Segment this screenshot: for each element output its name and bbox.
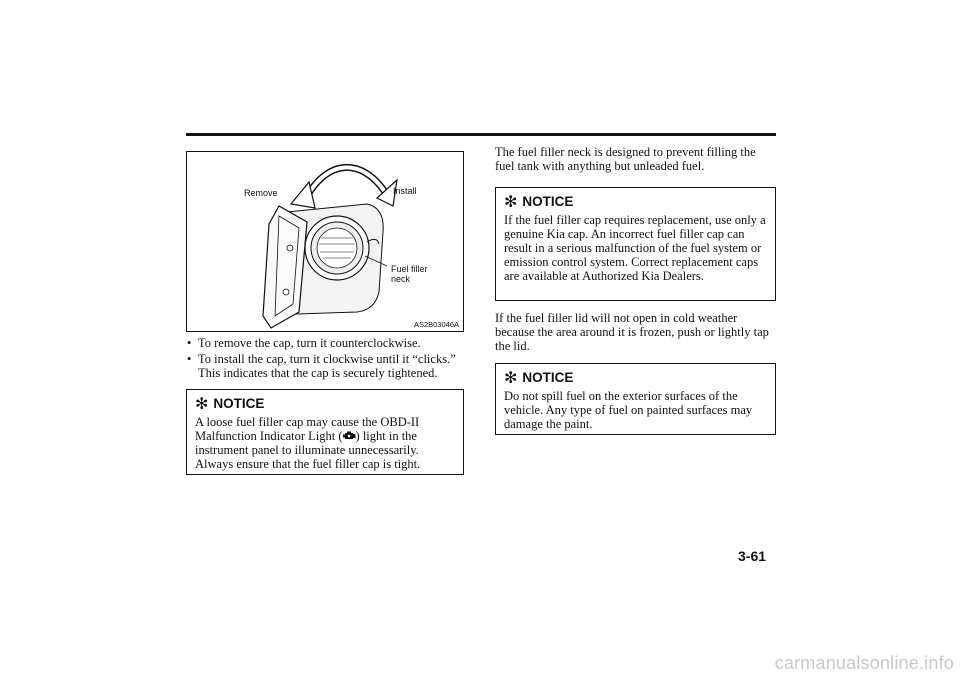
neck-label: neck <box>391 274 411 284</box>
filler-neck-paragraph: The fuel filler neck is designed to prevent filling the fuel tank with anything but unleaded fuel. <box>495 145 756 173</box>
figure-code: AS2B03046A <box>413 320 459 329</box>
cold-weather-paragraph: If the fuel filler lid will not open in cold weather because the area around it is frozen, push or lightly tap the lid. <box>495 311 769 353</box>
list-item: • To install the cap, turn it clockwise until it “clicks.” This indicates that the cap is securely tightened. <box>187 352 456 380</box>
notice-text: If the fuel filler cap requires replacement, use only a genuine Kia cap. An incorrect fuel filler cap can result in a serious malfunction of the fuel system or emission control system. Correct replacement caps are available at Authorized Kia Dealers. <box>504 213 766 283</box>
notice-star-icon: ✻ <box>504 368 518 387</box>
list-item: • To remove the cap, turn it counterclockwise. <box>187 336 421 350</box>
notice-title: NOTICE <box>213 396 265 411</box>
notice-header <box>195 396 455 412</box>
cap-instructions-list <box>186 336 476 382</box>
fuel-filler-label: Fuel filler <box>391 264 428 274</box>
notice-text: Do not spill fuel on the exterior surfaces of the vehicle. Any type of fuel on painted surfaces may damage the paint. <box>504 389 753 431</box>
notice-box-spill <box>495 363 776 435</box>
engine-check-icon <box>343 431 356 441</box>
notice-title: NOTICE <box>522 194 574 209</box>
notice-header <box>504 370 767 386</box>
notice-star-icon: ✻ <box>195 394 209 413</box>
notice-box-obd <box>186 389 464 475</box>
notice-text: A loose fuel filler cap may cause the OBD-II Malfunction Indicator Light ( ) light in the instrument panel to illuminate unnecessarily. Always ensure that the fuel filler cap is tight. <box>195 415 421 471</box>
header-rule <box>186 133 776 136</box>
notice-header <box>504 194 767 210</box>
watermark: carmanualsonline.info <box>774 653 954 673</box>
notice-box-replacement <box>495 187 776 301</box>
fuel-cap-illustration <box>187 152 465 333</box>
notice-star-icon: ✻ <box>504 192 518 211</box>
page-number: 3-61 <box>738 548 767 564</box>
fuel-cap-figure <box>186 151 464 332</box>
install-label: Install <box>393 186 417 196</box>
remove-label: Remove <box>244 188 278 198</box>
notice-title: NOTICE <box>522 370 574 385</box>
